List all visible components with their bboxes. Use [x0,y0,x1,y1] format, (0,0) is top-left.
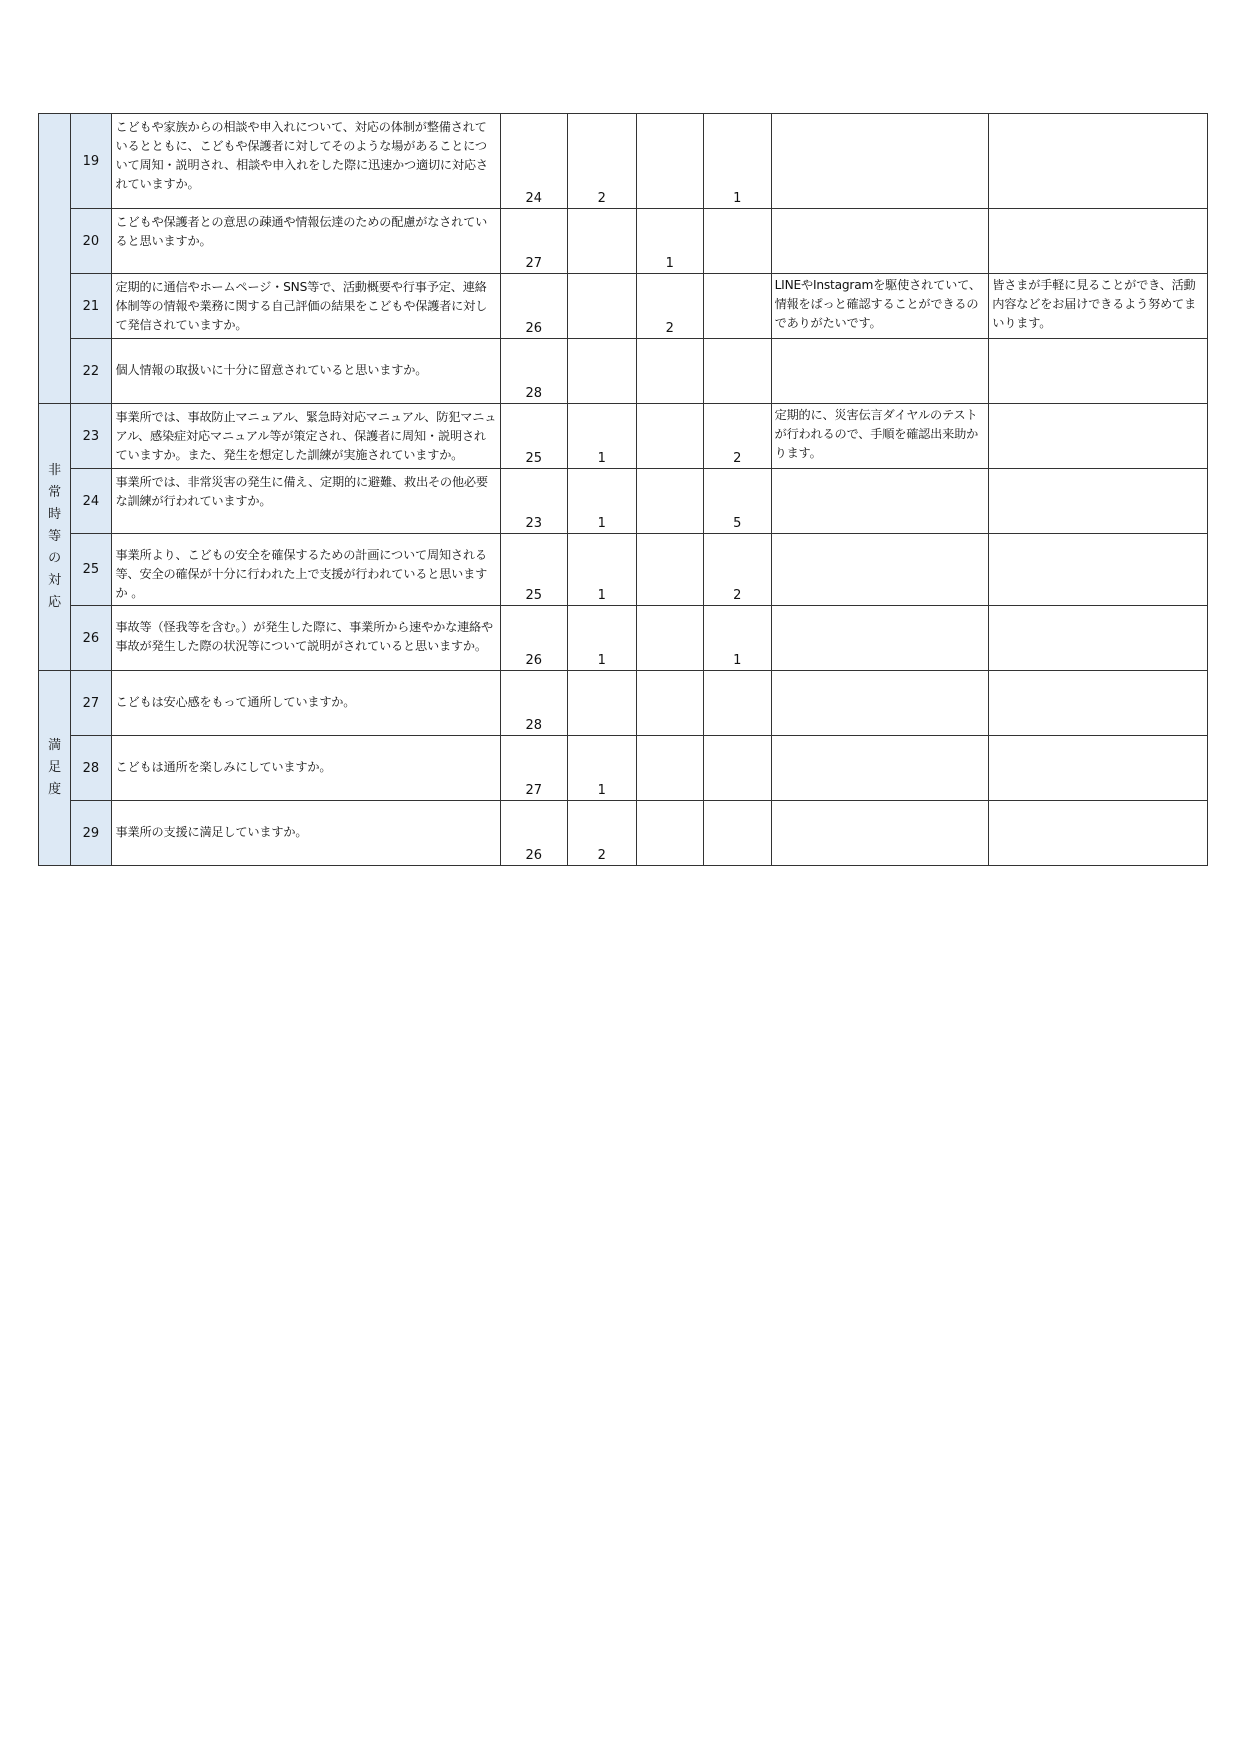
count-no [636,339,704,404]
table-row [39,209,1208,274]
parent-comment [771,469,989,534]
table-row [39,274,1208,339]
count-yes: 27 [500,209,568,274]
parent-comment [771,671,989,736]
count-unknown [704,736,772,801]
parent-comment: LINEやInstagramを駆使されていて、情報をぱっと確認することができるのでありがたいです。 [771,274,989,339]
question-text: 個人情報の取扱いに十分に留意されていると思いますか。 [111,339,500,404]
question-text: こどもや保護者との意思の疎通や情報伝達のための配慮がなされていると思いますか。 [111,209,500,274]
count-yes: 26 [500,801,568,866]
question-number: 22 [71,339,111,404]
count-neutral [568,274,637,339]
count-neutral: 1 [568,606,637,671]
parent-comment [771,736,989,801]
facility-response [989,114,1208,209]
table-row [39,469,1208,534]
category-label: 満足度 [48,738,62,797]
parent-comment [771,114,989,209]
question-number: 23 [71,404,111,469]
count-neutral: 1 [568,404,637,469]
category-cell [39,671,71,866]
table-row [39,114,1208,209]
count-no: 1 [636,209,704,274]
count-yes: 28 [500,671,568,736]
count-unknown [704,209,772,274]
count-yes: 25 [500,404,568,469]
facility-response [989,606,1208,671]
question-number: 24 [71,469,111,534]
count-no: 2 [636,274,704,339]
question-number: 25 [71,534,111,606]
facility-response [989,209,1208,274]
parent-comment [771,339,989,404]
count-neutral [568,209,637,274]
count-unknown [704,339,772,404]
question-number: 20 [71,209,111,274]
question-number: 28 [71,736,111,801]
count-unknown: 1 [704,114,772,209]
question-text: 事業所では、事故防止マニュアル、緊急時対応マニュアル、防犯マニュアル、感染症対応マニュアル等が策定され、保護者に周知・説明されていますか。また、発生を想定した訓練が実施されていますか。 [111,404,500,469]
count-yes: 28 [500,339,568,404]
count-neutral [568,339,637,404]
facility-response [989,671,1208,736]
count-no [636,534,704,606]
table-row [39,736,1208,801]
count-unknown: 1 [704,606,772,671]
parent-comment: 定期的に、災害伝言ダイヤルのテストが行われるので、手順を確認出来助かります。 [771,404,989,469]
question-number: 19 [71,114,111,209]
count-unknown: 5 [704,469,772,534]
question-number: 21 [71,274,111,339]
question-number: 29 [71,801,111,866]
table-row [39,534,1208,606]
count-neutral: 2 [568,114,637,209]
category-cell [39,114,71,404]
question-text: こどもや家族からの相談や申入れについて、対応の体制が整備されているとともに、こどもや保護者に対してそのような場があることについて周知・説明され、相談や申入れをした際に迅速かつ適切に対応されていますか。 [111,114,500,209]
facility-response [989,801,1208,866]
count-unknown [704,274,772,339]
count-yes: 27 [500,736,568,801]
question-text: 事業所より、こどもの安全を確保するための計画について周知される等、安全の確保が十分に行われた上で支援が行われていると思いますか 。 [111,534,500,606]
count-yes: 25 [500,534,568,606]
parent-comment [771,534,989,606]
question-text: こどもは通所を楽しみにしていますか。 [111,736,500,801]
table-row [39,671,1208,736]
count-no [636,671,704,736]
table-row [39,339,1208,404]
table-row [39,404,1208,469]
facility-response [989,404,1208,469]
question-text: こどもは安心感をもって通所していますか。 [111,671,500,736]
count-no [636,801,704,866]
count-yes: 24 [500,114,568,209]
facility-response [989,469,1208,534]
facility-response: 皆さまが手軽に見ることができ、活動内容などをお届けできるよう努めてまいります。 [989,274,1208,339]
evaluation-table [38,113,1208,866]
evaluation-sheet [38,113,1208,866]
parent-comment [771,606,989,671]
count-unknown [704,801,772,866]
facility-response [989,339,1208,404]
count-no [636,469,704,534]
facility-response [989,736,1208,801]
table-row [39,606,1208,671]
count-neutral: 2 [568,801,637,866]
count-neutral: 1 [568,736,637,801]
parent-comment [771,209,989,274]
facility-response [989,534,1208,606]
count-unknown [704,671,772,736]
question-number: 26 [71,606,111,671]
count-neutral [568,671,637,736]
count-yes: 26 [500,606,568,671]
count-neutral: 1 [568,534,637,606]
count-yes: 23 [500,469,568,534]
count-yes: 26 [500,274,568,339]
question-text: 事業所では、非常災害の発生に備え、定期的に避難、救出その他必要な訓練が行われていますか。 [111,469,500,534]
parent-comment [771,801,989,866]
count-unknown: 2 [704,534,772,606]
table-row [39,801,1208,866]
count-no [636,114,704,209]
category-label: 非常時等の対応 [48,463,62,610]
count-no [636,736,704,801]
category-cell [39,404,71,671]
question-text: 定期的に通信やホームページ・SNS等で、活動概要や行事予定、連絡体制等の情報や業務に関する自己評価の結果をこどもや保護者に対して発信されていますか。 [111,274,500,339]
count-neutral: 1 [568,469,637,534]
count-unknown: 2 [704,404,772,469]
count-no [636,404,704,469]
count-no [636,606,704,671]
question-text: 事故等（怪我等を含む。）が発生した際に、事業所から速やかな連絡や事故が発生した際の状況等について説明がされていると思いますか。 [111,606,500,671]
question-text: 事業所の支援に満足していますか。 [111,801,500,866]
question-number: 27 [71,671,111,736]
